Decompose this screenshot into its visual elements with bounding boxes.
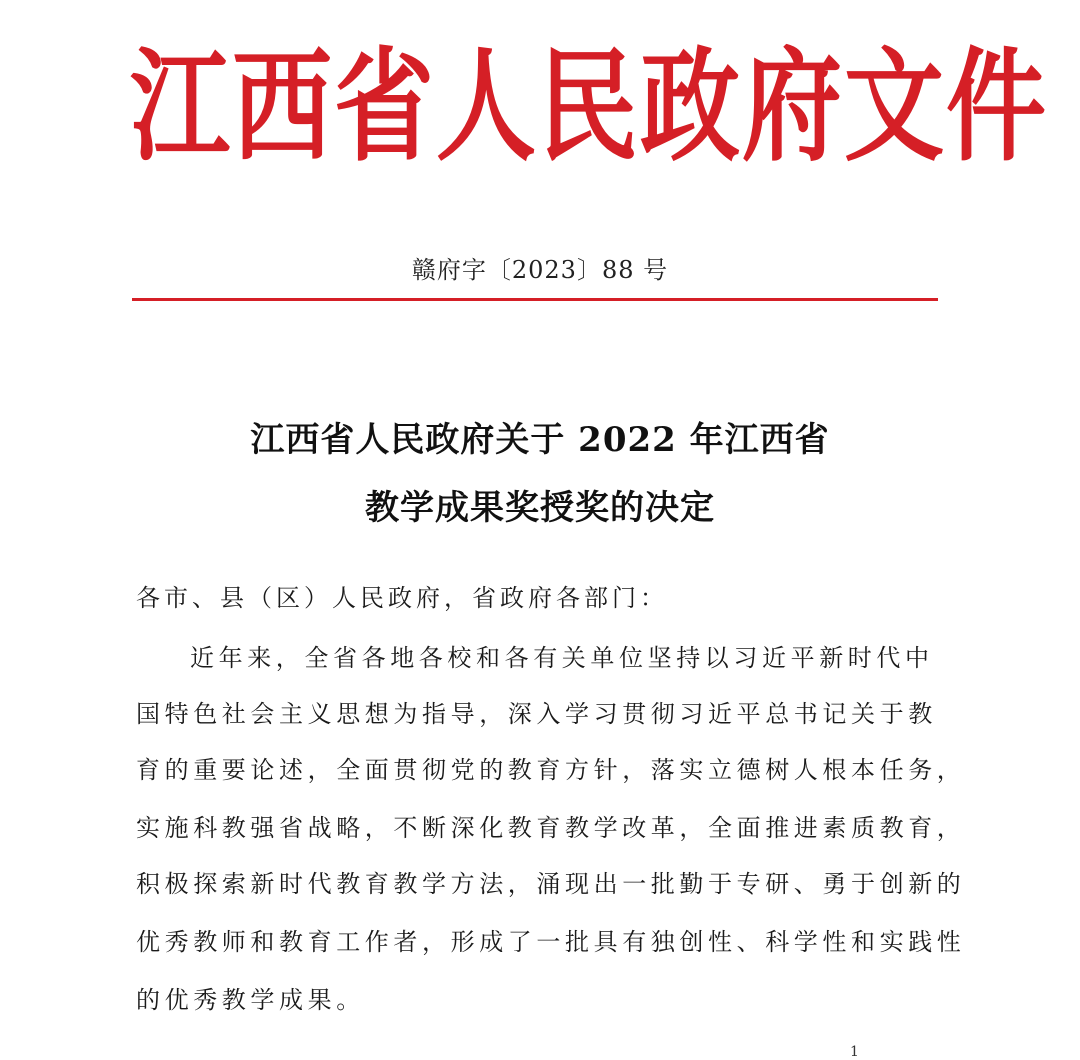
body-paragraph-line: 近年来，全省各地各校和各有关单位坚持以习近平新时代中 xyxy=(190,644,934,672)
body-paragraph-line: 国特色社会主义思想为指导，深入学习贯彻习近平总书记关于教 xyxy=(136,700,937,728)
body-paragraph-line: 育的重要论述，全面贯彻党的教育方针，落实立德树人根本任务， xyxy=(136,756,966,784)
document-title-line-2: 教学成果奖授奖的决定 xyxy=(365,488,715,528)
page-number: 1 xyxy=(850,1044,859,1060)
masthead-title: 江西省人民政府文件 xyxy=(130,35,1048,179)
body-paragraph-line: 的优秀教学成果。 xyxy=(136,986,365,1014)
red-separator-line xyxy=(132,298,938,301)
body-paragraph-line: 实施科教强省战略，不断深化教育教学改革，全面推进素质教育， xyxy=(136,814,966,842)
body-paragraph-line: 积极探索新时代教育教学方法，涌现出一批勤于专研、勇于创新的 xyxy=(136,870,966,898)
document-number: 赣府字〔2023〕88 号 xyxy=(411,256,669,284)
body-paragraph-line: 优秀教师和教育工作者，形成了一批具有独创性、科学性和实践性 xyxy=(136,928,966,956)
addressee-line: 各市、县（区）人民政府，省政府各部门： xyxy=(136,584,668,612)
document-title-line-1: 江西省人民政府关于 2022 年江西省 xyxy=(250,420,830,460)
